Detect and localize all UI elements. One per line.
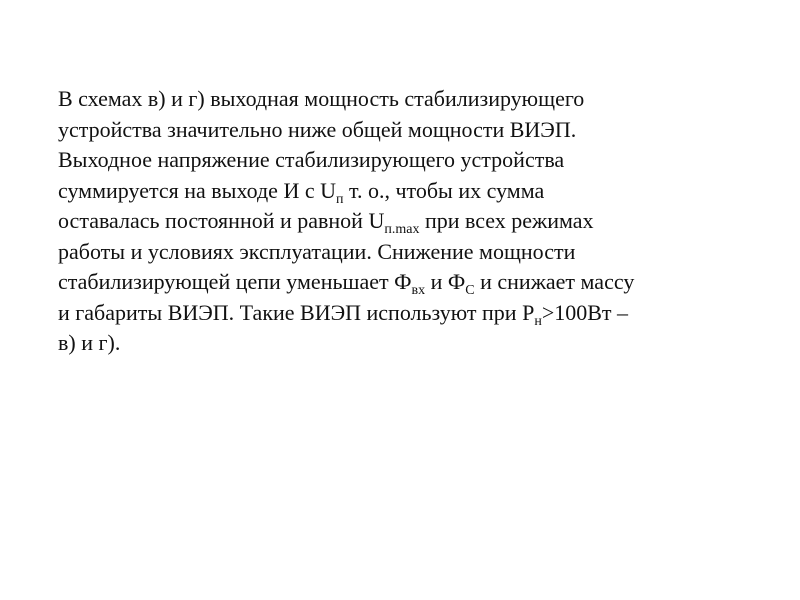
text-line-5 <box>58 206 778 237</box>
subscript: н <box>534 313 542 329</box>
text: и габариты ВИЭП. Такие ВИЭП используют при Р <box>58 299 535 325</box>
text: стабилизирующей цепи уменьшает Ф <box>58 269 412 294</box>
text: Выходное напряжение стабилизирующего устройства <box>58 147 565 172</box>
text: работы и условиях эксплуатации. Снижение мощности <box>58 238 576 264</box>
text: устройства значительно ниже общей мощности ВИЭП. <box>58 116 577 142</box>
text-line-4 <box>58 176 778 207</box>
text-line-3 <box>58 145 778 176</box>
text: в) и г). <box>58 330 121 355</box>
text-line-2 <box>58 115 778 146</box>
text: В схемах в) и г) выходная мощность стабилизирующего <box>58 86 585 111</box>
text-line-6 <box>58 237 778 268</box>
text: >100Вт – <box>541 299 629 325</box>
body-paragraph <box>58 84 778 359</box>
text: оставалась постоянной и равной U <box>58 208 385 233</box>
subscript: С <box>465 283 475 298</box>
subscript: п <box>336 191 344 207</box>
text: т. о., чтобы их сумма <box>343 177 545 203</box>
subscript: вх <box>411 283 426 298</box>
text: при всех режимах <box>419 208 594 233</box>
subscript: п.max <box>384 222 420 237</box>
text-line-7 <box>58 267 778 298</box>
text-line-8 <box>58 298 778 329</box>
text: суммируется на выходе И с U <box>58 177 336 203</box>
text-line-9 <box>58 328 778 359</box>
text: и Ф <box>425 269 466 294</box>
text: и снижает массу <box>474 269 635 294</box>
text-line-1 <box>58 84 778 115</box>
